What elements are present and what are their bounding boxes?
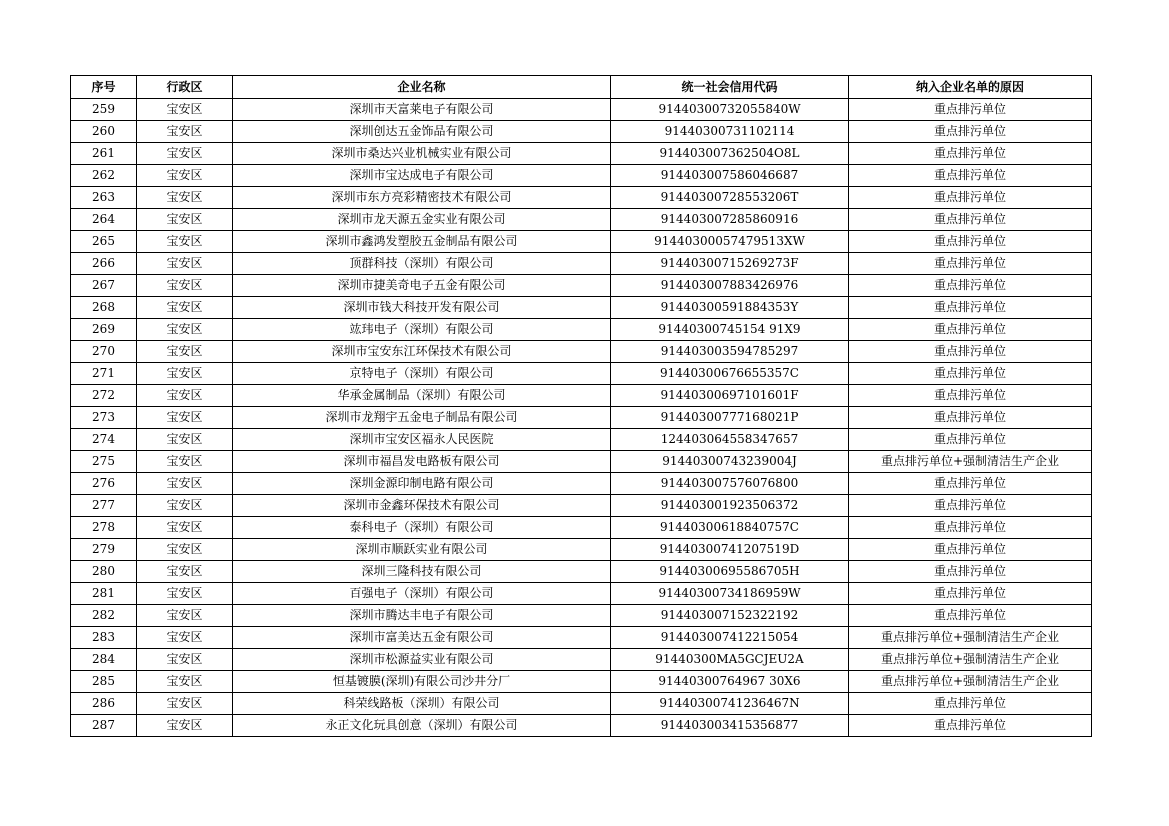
enterprise-list-table: [70, 75, 1092, 737]
credit-code-cell: 91440300715269273F: [611, 253, 849, 275]
district-cell: 宝安区: [137, 715, 233, 737]
company-name-cell: 深圳市龙天源五金实业有限公司: [233, 209, 611, 231]
inclusion-reason-cell: 重点排污单位+强制清洁生产企业: [849, 451, 1092, 473]
inclusion-reason-cell: 重点排污单位: [849, 231, 1092, 253]
inclusion-reason-cell: 重点排污单位: [849, 209, 1092, 231]
credit-code-cell: 914403001923506372: [611, 495, 849, 517]
company-name-cell: 深圳创达五金饰品有限公司: [233, 121, 611, 143]
serial-number-cell: 269: [71, 319, 137, 341]
serial-number-cell: 287: [71, 715, 137, 737]
table-row: [71, 693, 1092, 715]
serial-number-cell: 285: [71, 671, 137, 693]
company-name-cell: 深圳市顺跃实业有限公司: [233, 539, 611, 561]
header-company-name: 企业名称: [233, 76, 611, 99]
district-cell: 宝安区: [137, 605, 233, 627]
serial-number-cell: 263: [71, 187, 137, 209]
district-cell: 宝安区: [137, 429, 233, 451]
header-district: 行政区: [137, 76, 233, 99]
table-row: [71, 649, 1092, 671]
table-row: [71, 143, 1092, 165]
credit-code-cell: 91440300697101601F: [611, 385, 849, 407]
district-cell: 宝安区: [137, 363, 233, 385]
company-name-cell: 深圳市东方亮彩精密技术有限公司: [233, 187, 611, 209]
district-cell: 宝安区: [137, 671, 233, 693]
district-cell: 宝安区: [137, 649, 233, 671]
company-name-cell: 顶群科技（深圳）有限公司: [233, 253, 611, 275]
header-row: [71, 76, 1092, 99]
credit-code-cell: 914403007576076800: [611, 473, 849, 495]
credit-code-cell: 914403003594785297: [611, 341, 849, 363]
serial-number-cell: 279: [71, 539, 137, 561]
inclusion-reason-cell: 重点排污单位: [849, 495, 1092, 517]
district-cell: 宝安区: [137, 143, 233, 165]
table-row: [71, 517, 1092, 539]
company-name-cell: 深圳市天富莱电子有限公司: [233, 99, 611, 121]
serial-number-cell: 264: [71, 209, 137, 231]
serial-number-cell: 259: [71, 99, 137, 121]
table-row: [71, 209, 1092, 231]
district-cell: 宝安区: [137, 473, 233, 495]
table-row: [71, 715, 1092, 737]
credit-code-cell: 91440300MA5GCJEU2A: [611, 649, 849, 671]
inclusion-reason-cell: 重点排污单位: [849, 275, 1092, 297]
table-row: [71, 671, 1092, 693]
inclusion-reason-cell: 重点排污单位: [849, 165, 1092, 187]
company-name-cell: 深圳市宝安东江环保技术有限公司: [233, 341, 611, 363]
table-row: [71, 341, 1092, 363]
serial-number-cell: 270: [71, 341, 137, 363]
district-cell: 宝安区: [137, 341, 233, 363]
company-name-cell: 深圳市富美达五金有限公司: [233, 627, 611, 649]
inclusion-reason-cell: 重点排污单位: [849, 517, 1092, 539]
company-name-cell: 百强电子（深圳）有限公司: [233, 583, 611, 605]
serial-number-cell: 268: [71, 297, 137, 319]
district-cell: 宝安区: [137, 451, 233, 473]
inclusion-reason-cell: 重点排污单位+强制清洁生产企业: [849, 649, 1092, 671]
serial-number-cell: 286: [71, 693, 137, 715]
table-body: [71, 99, 1092, 737]
credit-code-cell: 91440300618840757C: [611, 517, 849, 539]
inclusion-reason-cell: 重点排污单位: [849, 693, 1092, 715]
inclusion-reason-cell: 重点排污单位: [849, 253, 1092, 275]
district-cell: 宝安区: [137, 385, 233, 407]
serial-number-cell: 275: [71, 451, 137, 473]
district-cell: 宝安区: [137, 297, 233, 319]
table-row: [71, 121, 1092, 143]
company-name-cell: 深圳市桑达兴业机械实业有限公司: [233, 143, 611, 165]
serial-number-cell: 283: [71, 627, 137, 649]
credit-code-cell: 124403064558347657: [611, 429, 849, 451]
table-row: [71, 605, 1092, 627]
company-name-cell: 深圳市宝达成电子有限公司: [233, 165, 611, 187]
company-name-cell: 深圳市金鑫环保技术有限公司: [233, 495, 611, 517]
company-name-cell: 深圳金源印制电路有限公司: [233, 473, 611, 495]
table-row: [71, 231, 1092, 253]
district-cell: 宝安区: [137, 187, 233, 209]
table-row: [71, 363, 1092, 385]
table-header: [71, 76, 1092, 99]
serial-number-cell: 273: [71, 407, 137, 429]
inclusion-reason-cell: 重点排污单位+强制清洁生产企业: [849, 627, 1092, 649]
serial-number-cell: 281: [71, 583, 137, 605]
inclusion-reason-cell: 重点排污单位: [849, 605, 1092, 627]
company-name-cell: 华承金属制品（深圳）有限公司: [233, 385, 611, 407]
inclusion-reason-cell: 重点排污单位: [849, 583, 1092, 605]
table-row: [71, 495, 1092, 517]
table-row: [71, 539, 1092, 561]
company-name-cell: 深圳市松源益实业有限公司: [233, 649, 611, 671]
header-inclusion-reason: 纳入企业名单的原因: [849, 76, 1092, 99]
district-cell: 宝安区: [137, 209, 233, 231]
company-name-cell: 深圳三隆科技有限公司: [233, 561, 611, 583]
table-row: [71, 165, 1092, 187]
credit-code-cell: 914403007152322192: [611, 605, 849, 627]
district-cell: 宝安区: [137, 693, 233, 715]
credit-code-cell: 91440300743239004J: [611, 451, 849, 473]
inclusion-reason-cell: 重点排污单位+强制清洁生产企业: [849, 671, 1092, 693]
table-row: [71, 583, 1092, 605]
district-cell: 宝安区: [137, 583, 233, 605]
table-row: [71, 385, 1092, 407]
company-name-cell: 深圳市捷美奇电子五金有限公司: [233, 275, 611, 297]
company-name-cell: 深圳市福昌发电路板有限公司: [233, 451, 611, 473]
district-cell: 宝安区: [137, 319, 233, 341]
district-cell: 宝安区: [137, 627, 233, 649]
credit-code-cell: 91440300591884353Y: [611, 297, 849, 319]
serial-number-cell: 267: [71, 275, 137, 297]
inclusion-reason-cell: 重点排污单位: [849, 341, 1092, 363]
credit-code-cell: 914403007285860916: [611, 209, 849, 231]
district-cell: 宝安区: [137, 253, 233, 275]
table-row: [71, 561, 1092, 583]
company-name-cell: 竑玮电子（深圳）有限公司: [233, 319, 611, 341]
serial-number-cell: 262: [71, 165, 137, 187]
inclusion-reason-cell: 重点排污单位: [849, 297, 1092, 319]
serial-number-cell: 278: [71, 517, 137, 539]
table-row: [71, 319, 1092, 341]
inclusion-reason-cell: 重点排污单位: [849, 363, 1092, 385]
district-cell: 宝安区: [137, 539, 233, 561]
credit-code-cell: 91440300057479513XW: [611, 231, 849, 253]
company-name-cell: 深圳市龙翔宇五金电子制品有限公司: [233, 407, 611, 429]
inclusion-reason-cell: 重点排污单位: [849, 561, 1092, 583]
credit-code-cell: 914403007412215054: [611, 627, 849, 649]
inclusion-reason-cell: 重点排污单位: [849, 319, 1092, 341]
inclusion-reason-cell: 重点排污单位: [849, 429, 1092, 451]
inclusion-reason-cell: 重点排污单位: [849, 121, 1092, 143]
table-row: [71, 473, 1092, 495]
credit-code-cell: 91440300732055840W: [611, 99, 849, 121]
company-name-cell: 深圳市鑫鸿发塑胶五金制品有限公司: [233, 231, 611, 253]
table-row: [71, 627, 1092, 649]
serial-number-cell: 266: [71, 253, 137, 275]
serial-number-cell: 271: [71, 363, 137, 385]
table-row: [71, 275, 1092, 297]
district-cell: 宝安区: [137, 561, 233, 583]
table-row: [71, 253, 1092, 275]
inclusion-reason-cell: 重点排污单位: [849, 407, 1092, 429]
inclusion-reason-cell: 重点排污单位: [849, 187, 1092, 209]
serial-number-cell: 284: [71, 649, 137, 671]
company-name-cell: 深圳市宝安区福永人民医院: [233, 429, 611, 451]
district-cell: 宝安区: [137, 165, 233, 187]
company-name-cell: 深圳市钱大科技开发有限公司: [233, 297, 611, 319]
credit-code-cell: 91440300741236467N: [611, 693, 849, 715]
credit-code-cell: 91440300741207519D: [611, 539, 849, 561]
company-name-cell: 恒基镀膜(深圳)有限公司沙井分厂: [233, 671, 611, 693]
district-cell: 宝安区: [137, 495, 233, 517]
credit-code-cell: 914403007586046687: [611, 165, 849, 187]
inclusion-reason-cell: 重点排污单位: [849, 539, 1092, 561]
table-row: [71, 429, 1092, 451]
credit-code-cell: 914403007883426976: [611, 275, 849, 297]
credit-code-cell: 91440300734186959W: [611, 583, 849, 605]
inclusion-reason-cell: 重点排污单位: [849, 99, 1092, 121]
inclusion-reason-cell: 重点排污单位: [849, 143, 1092, 165]
inclusion-reason-cell: 重点排污单位: [849, 473, 1092, 495]
district-cell: 宝安区: [137, 275, 233, 297]
district-cell: 宝安区: [137, 99, 233, 121]
serial-number-cell: 261: [71, 143, 137, 165]
header-serial-number: 序号: [71, 76, 137, 99]
credit-code-cell: 914403003415356877: [611, 715, 849, 737]
serial-number-cell: 274: [71, 429, 137, 451]
district-cell: 宝安区: [137, 231, 233, 253]
serial-number-cell: 277: [71, 495, 137, 517]
serial-number-cell: 260: [71, 121, 137, 143]
credit-code-cell: 91440300676655357C: [611, 363, 849, 385]
inclusion-reason-cell: 重点排污单位: [849, 715, 1092, 737]
inclusion-reason-cell: 重点排污单位: [849, 385, 1092, 407]
credit-code-cell: 91440300764967 30X6: [611, 671, 849, 693]
serial-number-cell: 282: [71, 605, 137, 627]
serial-number-cell: 265: [71, 231, 137, 253]
district-cell: 宝安区: [137, 121, 233, 143]
serial-number-cell: 276: [71, 473, 137, 495]
table-row: [71, 297, 1092, 319]
table-row: [71, 451, 1092, 473]
district-cell: 宝安区: [137, 407, 233, 429]
header-credit-code: 统一社会信用代码: [611, 76, 849, 99]
company-name-cell: 泰科电子（深圳）有限公司: [233, 517, 611, 539]
table-row: [71, 187, 1092, 209]
serial-number-cell: 280: [71, 561, 137, 583]
company-name-cell: 京特电子（深圳）有限公司: [233, 363, 611, 385]
company-name-cell: 永正文化玩具创意（深圳）有限公司: [233, 715, 611, 737]
credit-code-cell: 914403007362504O8L: [611, 143, 849, 165]
credit-code-cell: 91440300731102114: [611, 121, 849, 143]
table-row: [71, 407, 1092, 429]
district-cell: 宝安区: [137, 517, 233, 539]
serial-number-cell: 272: [71, 385, 137, 407]
credit-code-cell: 91440300745154 91X9: [611, 319, 849, 341]
credit-code-cell: 91440300728553206T: [611, 187, 849, 209]
credit-code-cell: 91440300777168021P: [611, 407, 849, 429]
company-name-cell: 深圳市腾达丰电子有限公司: [233, 605, 611, 627]
table-row: [71, 99, 1092, 121]
credit-code-cell: 91440300695586705H: [611, 561, 849, 583]
company-name-cell: 科荣线路板（深圳）有限公司: [233, 693, 611, 715]
